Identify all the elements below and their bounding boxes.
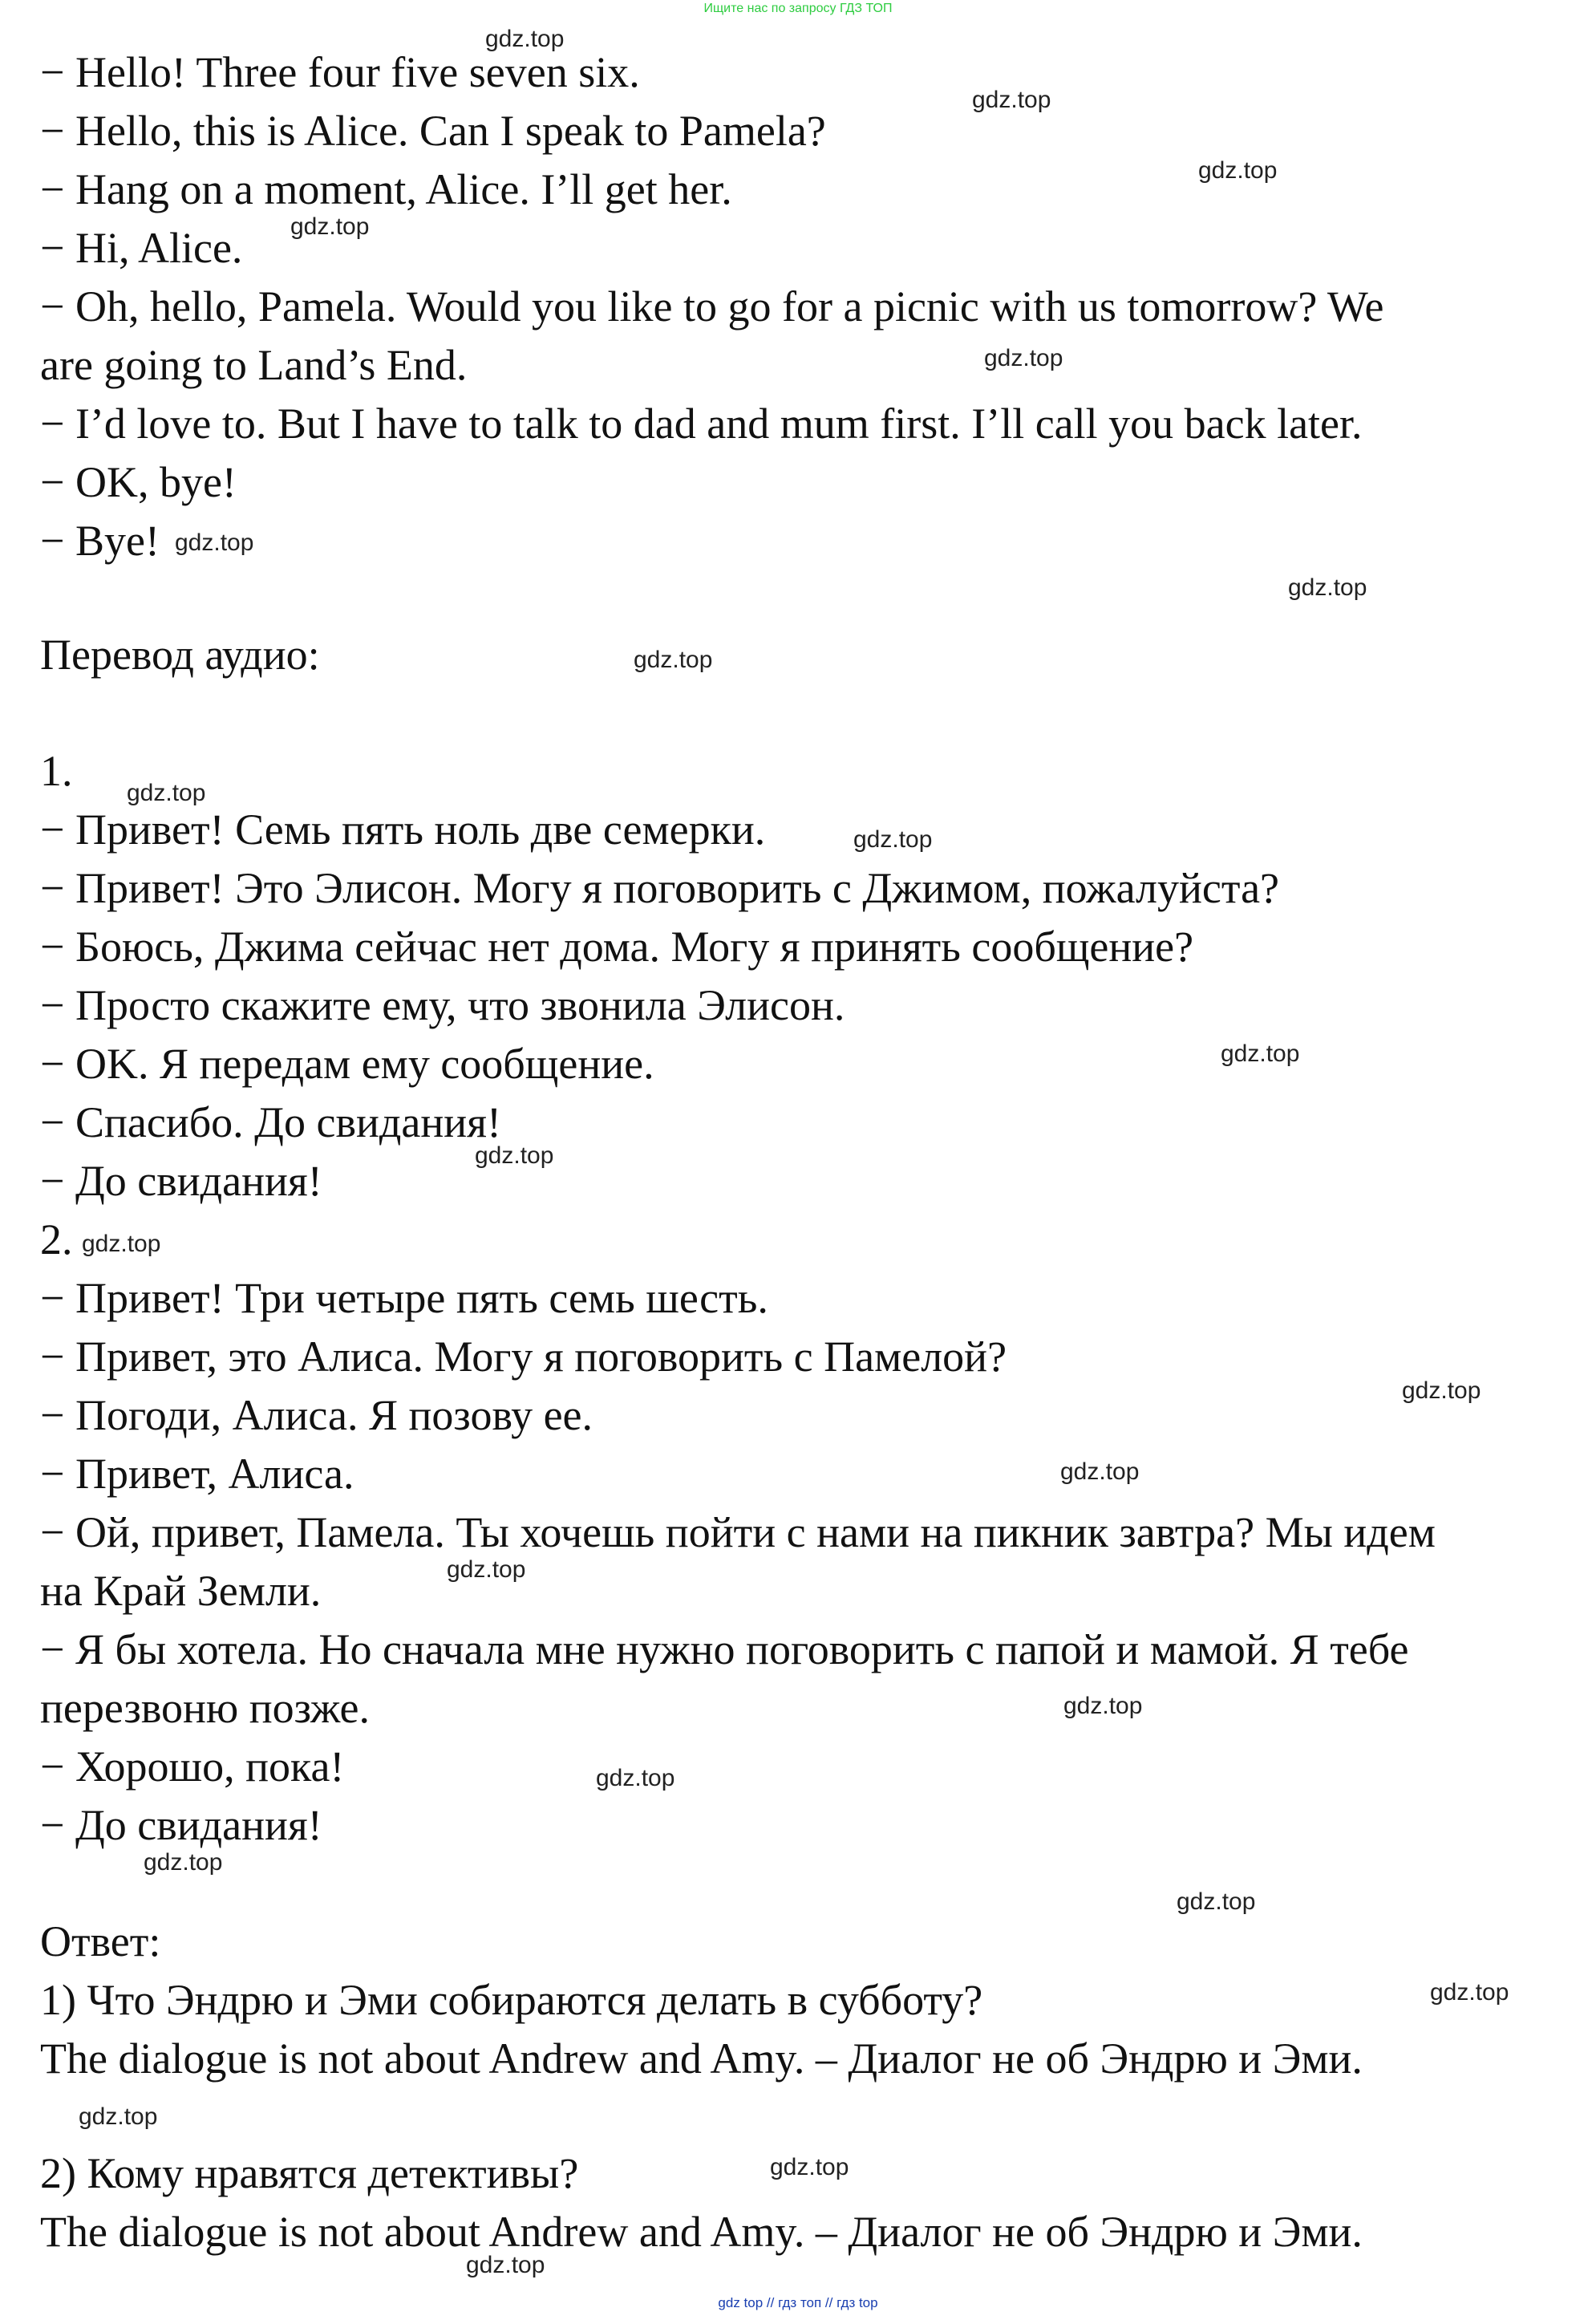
- dialogue-line: − Хорошо, пока!: [40, 1742, 345, 1791]
- dialogue-line: − Hello! Three four five seven six.: [40, 48, 640, 96]
- watermark: gdz.top: [1063, 1693, 1143, 1719]
- watermark: gdz.top: [1221, 1040, 1300, 1067]
- watermark: gdz.top: [175, 529, 254, 556]
- watermark: gdz.top: [466, 2252, 545, 2278]
- dialogue-line: − OK, bye!: [40, 458, 237, 506]
- dialogue-line: − I’d love to. But I have to talk to dad and mum first. I’ll call you back later.: [40, 400, 1363, 448]
- dialogue-line: − Hang on a moment, Alice. I’ll get her.: [40, 165, 732, 213]
- dialogue-line: − Ой, привет, Памела. Ты хочешь пойти с нами на пикник завтра? Мы идем: [40, 1508, 1436, 1556]
- watermark: gdz.top: [596, 1765, 675, 1791]
- watermark: gdz.top: [1177, 1888, 1256, 1915]
- watermark: gdz.top: [853, 826, 933, 853]
- watermark: gdz.top: [79, 2103, 158, 2130]
- translation-heading: Перевод аудио:: [40, 631, 320, 679]
- dialogue-line: − Oh, hello, Pamela. Would you like to go for a picnic with us tomorrow? We: [40, 282, 1384, 331]
- dialogue-line: − Спасибо. До свидания!: [40, 1098, 501, 1146]
- dialogue-number: 1.: [40, 747, 73, 795]
- dialogue-line: − Привет, Алиса.: [40, 1450, 354, 1498]
- dialogue-line: − OK. Я передам ему сообщение.: [40, 1040, 654, 1088]
- dialogue-line: − До свидания!: [40, 1801, 322, 1849]
- dialogue-line: − Привет! Три четыре пять семь шесть.: [40, 1274, 768, 1322]
- footer: gdz top // гдз топ // гдз top: [718, 2295, 878, 2310]
- watermark: gdz.top: [972, 87, 1051, 113]
- dialogue-line: − Привет, это Алиса. Могу я поговорить с Памелой?: [40, 1332, 1007, 1381]
- dialogue-line: − До свидания!: [40, 1157, 322, 1205]
- answer-text: The dialogue is not about Andrew and Amy. – Диалог не об Эндрю и Эми.: [40, 2208, 1363, 2256]
- watermark: gdz.top: [1288, 574, 1367, 601]
- watermark: gdz.top: [634, 647, 713, 673]
- dialogue-line: − Hello, this is Alice. Can I speak to Pamela?: [40, 107, 826, 155]
- dialogue-number: 2.: [40, 1215, 73, 1263]
- dialogue-line: перезвоню позже.: [40, 1684, 371, 1732]
- top-banner: Ищите нас по запросу ГДЗ ТОП: [703, 2, 893, 15]
- watermark: gdz.top: [144, 1849, 223, 1876]
- watermark: gdz.top: [1198, 157, 1278, 184]
- dialogue-line: на Край Земли.: [40, 1567, 322, 1615]
- watermark: gdz.top: [290, 213, 370, 240]
- dialogue-line: − Погоди, Алиса. Я позову ее.: [40, 1391, 593, 1439]
- dialogue-line: − Боюсь, Джима сейчас нет дома. Могу я принять сообщение?: [40, 923, 1194, 971]
- watermark: gdz.top: [447, 1556, 526, 1583]
- watermark: gdz.top: [1060, 1458, 1140, 1485]
- watermark: gdz.top: [82, 1231, 161, 1257]
- watermark: gdz.top: [1430, 1979, 1509, 2006]
- watermark: gdz.top: [770, 2154, 849, 2180]
- watermark: gdz.top: [1402, 1377, 1481, 1404]
- dialogue-line: − Просто скажите ему, что звонила Элисон.: [40, 981, 845, 1029]
- answer-text: The dialogue is not about Andrew and Amy. – Диалог не об Эндрю и Эми.: [40, 2034, 1363, 2083]
- watermark: gdz.top: [984, 345, 1063, 371]
- dialogue-line: − Привет! Это Элисон. Могу я поговорить с Джимом, пожалуйста?: [40, 864, 1280, 912]
- watermark: gdz.top: [485, 26, 565, 52]
- dialogue-line: − Привет! Семь пять ноль две семерки.: [40, 805, 766, 854]
- watermark: gdz.top: [475, 1142, 554, 1169]
- dialogue-line: − Hi, Alice.: [40, 224, 243, 272]
- answer-question: 1) Что Эндрю и Эми собираются делать в субботу?: [40, 1976, 983, 2024]
- dialogue-line: − Я бы хотела. Но сначала мне нужно поговорить с папой и мамой. Я тебе: [40, 1625, 1409, 1673]
- dialogue-line: − Bye!: [40, 517, 160, 565]
- answer-question: 2) Кому нравятся детективы?: [40, 2149, 579, 2197]
- watermark: gdz.top: [127, 780, 206, 806]
- answer-heading: Ответ:: [40, 1917, 161, 1965]
- dialogue-line: are going to Land’s End.: [40, 341, 468, 389]
